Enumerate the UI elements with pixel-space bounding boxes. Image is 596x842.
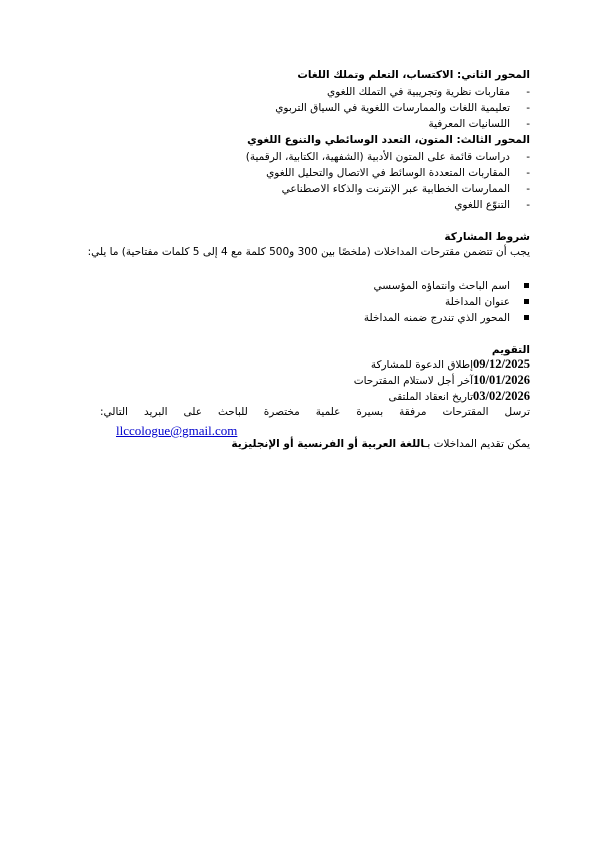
calendar-label: إطلاق الدعوة للمشاركة: [370, 359, 474, 371]
languages-emphasis: اللغة العربية أو الفرنسية أو الإنجليزية: [231, 438, 425, 450]
axis3-item: - دراسات قائمة على المتون الأدبية (الشفهية، الكتابية، الرقمية): [245, 151, 530, 163]
dash-bullet: -: [526, 183, 530, 195]
dash-bullet: -: [526, 86, 530, 98]
axis3-item: - الممارسات الخطابية عبر الإنترنت والذكاء الاصطناعي: [281, 183, 530, 195]
axis2-item: - اللسانيات المعرفية: [428, 118, 530, 130]
axis3-item: - التنوّع اللغوي: [454, 199, 530, 211]
participation-intro: يجب أن تتضمن مقترحات المداخلات (ملخصًا بين 300 و500 كلمة مع 4 إلى 5 كلمات مفتاحية) ما يلي:: [87, 246, 530, 258]
square-bullet-icon: [524, 315, 529, 320]
axis3-title: المحور الثالث: المتون، التعدد الوسائطي والتنوع اللغوي: [247, 134, 530, 146]
axis2-item: - مقاربات نظرية وتجريبية في التملك اللغوي: [327, 86, 530, 98]
calendar-entry: [354, 373, 530, 388]
dash-bullet: -: [526, 118, 530, 130]
participation-item: المحور الذي تندرج ضمنه المداخلة: [364, 311, 510, 325]
participation-item: اسم الباحث وانتماؤه المؤسسي: [374, 279, 510, 293]
calendar-label: تاريخ انعقاد الملتقى: [388, 391, 474, 403]
calendar-date: 10/01/2026: [473, 373, 530, 387]
axis2-title: المحور الثاني: الاكتساب، التعلم وتملك اللغات: [297, 69, 530, 81]
calendar-label: آخر أجل لاستلام المقترحات: [353, 375, 474, 387]
dash-bullet: -: [526, 199, 530, 211]
languages-note: يمكن تقديم المداخلات بـاللغة العربية أو الفرنسية أو الإنجليزية: [231, 438, 530, 450]
participation-item: عنوان المداخلة: [445, 295, 510, 309]
calendar-title: التقويم: [491, 344, 530, 356]
calendar-date: 09/12/2025: [473, 357, 530, 371]
email-link[interactable]: llccologue@gmail.com: [116, 423, 238, 438]
dash-bullet: -: [526, 102, 530, 114]
calendar-entry: [371, 357, 530, 372]
axis3-item: - المقاربات المتعددة الوسائط في الاتصال والتحليل اللغوي: [266, 167, 530, 179]
square-bullet-icon: [524, 299, 529, 304]
dash-bullet: -: [526, 167, 530, 179]
square-bullet-icon: [524, 283, 529, 288]
participation-title: شروط المشاركة: [444, 231, 530, 243]
calendar-date: 03/02/2026: [473, 389, 530, 403]
submission-text: ترسل المقترحات مرفقة بسيرة علمية مختصرة للباحث على البريد التالي:: [100, 406, 530, 418]
calendar-entry: [388, 389, 530, 404]
axis2-item: - تعليمية اللغات والممارسات اللغوية في السياق التربوي: [275, 102, 530, 114]
dash-bullet: -: [526, 151, 530, 163]
